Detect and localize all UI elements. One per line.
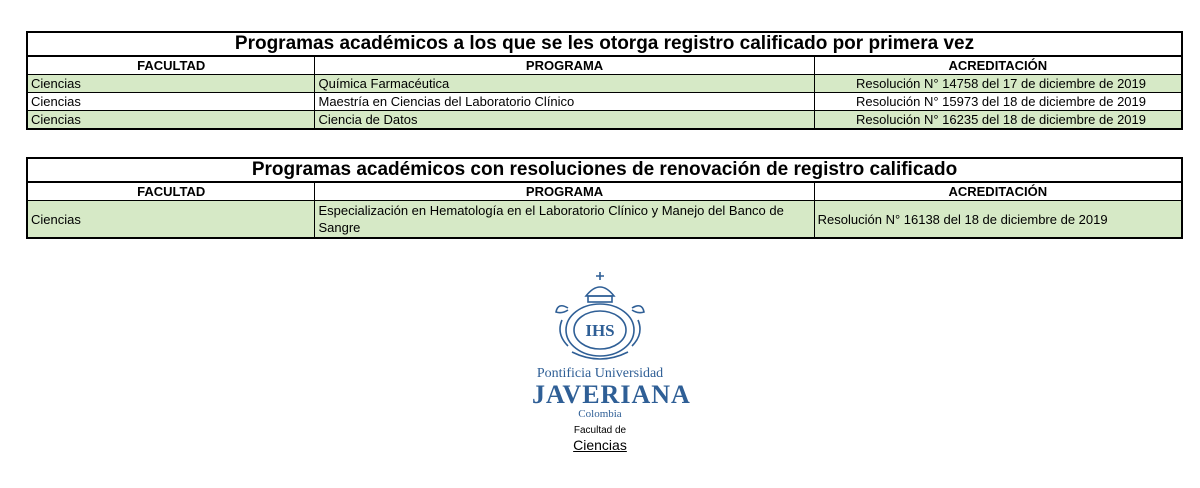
header-acreditacion: ACREDITACIÓN xyxy=(814,182,1182,201)
cell-acreditacion: Resolución N° 14758 del 17 de diciembre de 2019 xyxy=(814,75,1182,93)
svg-text:IHS: IHS xyxy=(585,321,615,340)
table-row xyxy=(27,93,1182,111)
table-row xyxy=(27,111,1182,130)
cell-programa: Química Farmacéutica xyxy=(315,75,814,93)
header-acreditacion: ACREDITACIÓN xyxy=(814,56,1182,75)
university-seal-icon xyxy=(552,268,648,364)
cell-programa: Maestría en Ciencias del Laboratorio Clínico xyxy=(315,93,814,111)
cell-acreditacion: Resolución N° 16138 del 18 de diciembre de 2019 xyxy=(814,201,1182,239)
logo-line-javeriana: JAVERIANA xyxy=(532,380,691,409)
first-registration-table xyxy=(26,31,1183,130)
cell-acreditacion: Resolución N° 15973 del 18 de diciembre de 2019 xyxy=(814,93,1182,111)
cell-facultad: Ciencias xyxy=(27,201,315,239)
cell-programa: Especialización en Hematología en el Laboratorio Clínico y Manejo del Banco de Sangre xyxy=(315,201,814,239)
faculty-prefix: Facultad de xyxy=(573,425,627,436)
cell-acreditacion: Resolución N° 16235 del 18 de diciembre de 2019 xyxy=(814,111,1182,130)
cell-facultad: Ciencias xyxy=(27,75,315,93)
table-title: Programas académicos a los que se les otorga registro calificado por primera vez xyxy=(27,32,1182,56)
faculty-name: Ciencias xyxy=(573,437,627,453)
table-title: Programas académicos con resoluciones de renovación de registro calificado xyxy=(27,158,1182,182)
header-facultad: FACULTAD xyxy=(27,56,315,75)
cell-facultad: Ciencias xyxy=(27,93,315,111)
renewal-registration-table xyxy=(26,157,1183,239)
table-row xyxy=(27,75,1182,93)
header-programa: PROGRAMA xyxy=(315,182,814,201)
header-facultad: FACULTAD xyxy=(27,182,315,201)
logo-line-colombia: Colombia xyxy=(578,408,622,420)
header-programa: PROGRAMA xyxy=(315,56,814,75)
logo-line-university: Pontificia Universidad xyxy=(536,366,664,381)
cell-facultad: Ciencias xyxy=(27,111,315,130)
faculty-label xyxy=(555,425,645,453)
table-row xyxy=(27,201,1182,239)
cell-programa: Ciencia de Datos xyxy=(315,111,814,130)
